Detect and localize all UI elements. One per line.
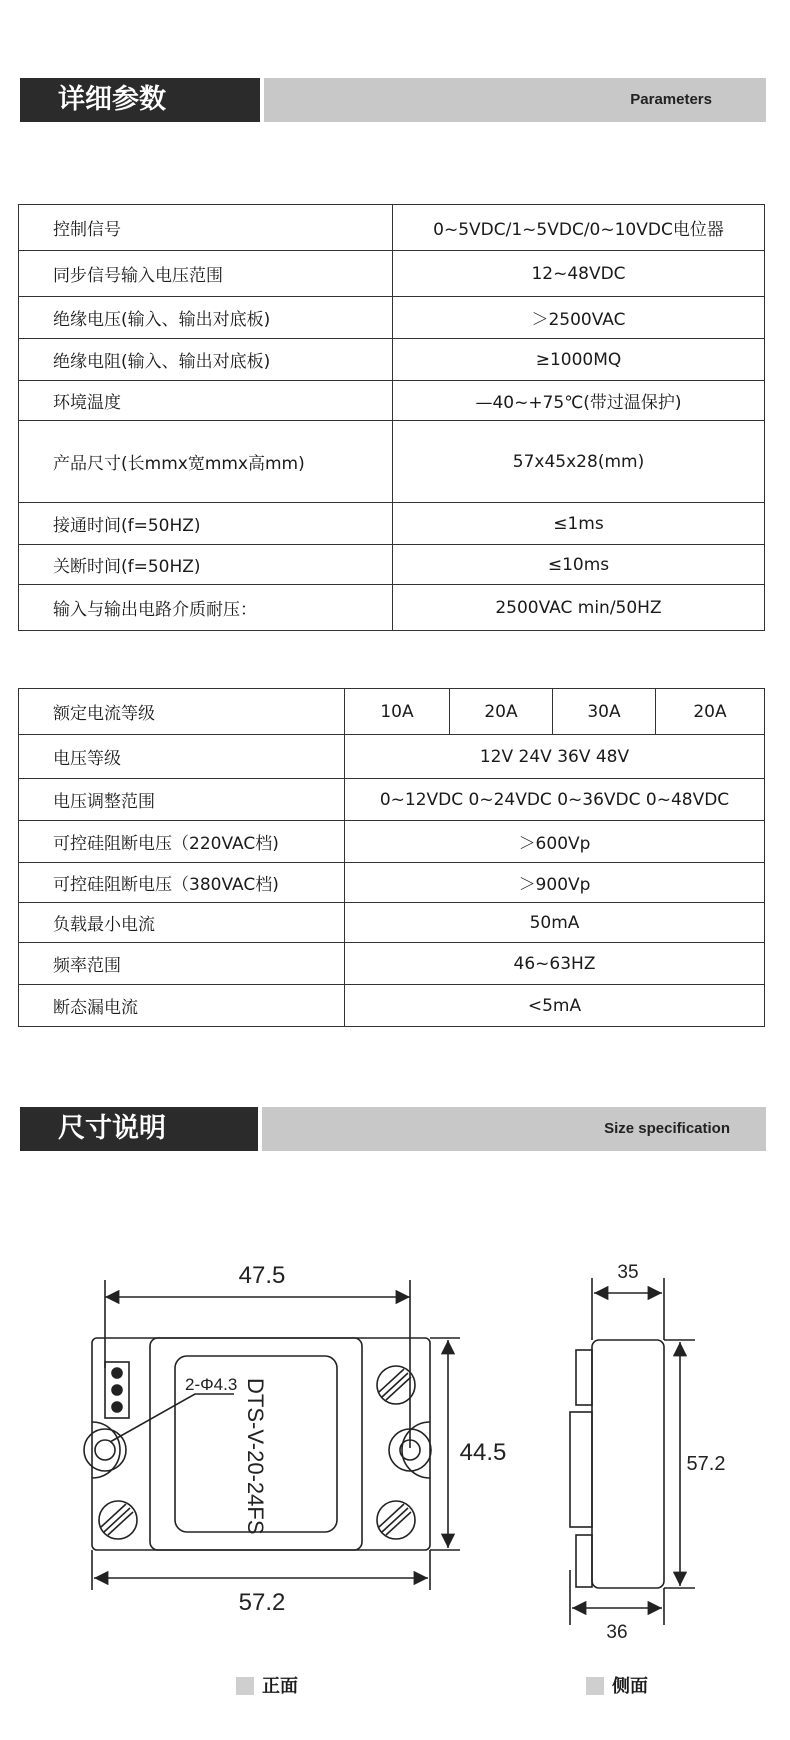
side-width-bottom: 36: [606, 1622, 628, 1643]
table-row: [19, 585, 765, 631]
front-caption: [236, 1676, 298, 1698]
rating-key: 频率范围: [19, 943, 345, 985]
param-key: 绝缘电压(输入、输出对底板): [19, 297, 393, 339]
front-width-bottom: 57.2: [238, 1589, 286, 1616]
rating-key: 可控硅阻断电压（380VAC档): [19, 863, 345, 903]
table-row: [19, 545, 765, 585]
rating-key: 可控硅阻断电压（220VAC档): [19, 821, 345, 863]
rating-value: 50mA: [345, 903, 765, 943]
param-key: 产品尺寸(长mmx宽mmx高mm): [19, 421, 393, 503]
param-value: 0~5VDC/1~5VDC/0~10VDC电位器: [393, 205, 765, 251]
table-row: [19, 205, 765, 251]
side-view-drawing: [570, 1278, 695, 1625]
rating-value: 0~12VDC 0~24VDC 0~36VDC 0~48VDC: [345, 779, 765, 821]
table-row: [19, 421, 765, 503]
current-20a-last: 20A: [656, 689, 765, 735]
parameters-table: [18, 204, 765, 631]
rating-value: 46~63HZ: [345, 943, 765, 985]
parameters-title: 详细参数: [20, 78, 260, 122]
rating-key: 电压等级: [19, 735, 345, 779]
rating-value: ＞900Vp: [345, 863, 765, 903]
front-width-top: 47.5: [238, 1262, 286, 1289]
side-height-right: 57.2: [686, 1453, 726, 1475]
table-row: [19, 943, 765, 985]
rating-table: [18, 688, 765, 1027]
caption-marker: [586, 1677, 604, 1695]
param-value: ＞2500VAC: [393, 297, 765, 339]
parameters-subtitle: Parameters: [264, 78, 766, 122]
table-row: [19, 985, 765, 1027]
current-30a: 30A: [553, 689, 656, 735]
param-value: ≤10ms: [393, 545, 765, 585]
param-key: 环境温度: [19, 381, 393, 421]
side-caption-text: 侧面: [612, 1676, 648, 1697]
table-row: [19, 779, 765, 821]
size-banner: [20, 1107, 766, 1151]
front-caption-text: 正面: [262, 1676, 298, 1697]
param-value: 12~48VDC: [393, 251, 765, 297]
param-value: ≤1ms: [393, 503, 765, 545]
table-row: [19, 735, 765, 779]
current-20a: 20A: [450, 689, 553, 735]
caption-marker: [236, 1677, 254, 1695]
rating-key: 断态漏电流: [19, 985, 345, 1027]
param-key: 绝缘电阻(输入、输出对底板): [19, 339, 393, 381]
front-height-right: 44.5: [459, 1439, 507, 1466]
param-key: 控制信号: [19, 205, 393, 251]
side-width-top: 35: [617, 1262, 639, 1283]
side-caption: [586, 1676, 648, 1698]
param-value: ≥1000MQ: [393, 339, 765, 381]
param-value: 57x45x28(mm): [393, 421, 765, 503]
table-row: [19, 863, 765, 903]
table-row: [19, 297, 765, 339]
table-row: [19, 903, 765, 943]
parameters-banner: [20, 78, 766, 122]
rating-value: ＞600Vp: [345, 821, 765, 863]
rating-value: 12V 24V 36V 48V: [345, 735, 765, 779]
rating-header-key: 额定电流等级: [19, 689, 345, 735]
rating-key: 负载最小电流: [19, 903, 345, 943]
table-row: [19, 381, 765, 421]
table-row: [19, 339, 765, 381]
table-row: [19, 821, 765, 863]
current-10a: 10A: [345, 689, 450, 735]
rating-header-row: [19, 689, 765, 735]
param-value: 2500VAC min/50HZ: [393, 585, 765, 631]
param-value: —40~+75℃(带过温保护): [393, 381, 765, 421]
param-key: 输入与输出电路介质耐压：: [19, 585, 393, 631]
rating-key: 电压调整范围: [19, 779, 345, 821]
size-subtitle: Size specification: [262, 1107, 766, 1151]
param-key: 同步信号输入电压范围: [19, 251, 393, 297]
table-row: [19, 251, 765, 297]
size-title: 尺寸说明: [20, 1107, 258, 1151]
param-key: 关断时间(f=50HZ): [19, 545, 393, 585]
hole-label: 2-Φ4.3: [185, 1375, 238, 1394]
param-key: 接通时间(f=50HZ): [19, 503, 393, 545]
dimension-drawings: [0, 1250, 790, 1670]
table-row: [19, 503, 765, 545]
front-view-drawing: [84, 1280, 460, 1590]
model-label: DTS-V-20-24FS: [243, 1378, 268, 1535]
rating-value: <5mA: [345, 985, 765, 1027]
